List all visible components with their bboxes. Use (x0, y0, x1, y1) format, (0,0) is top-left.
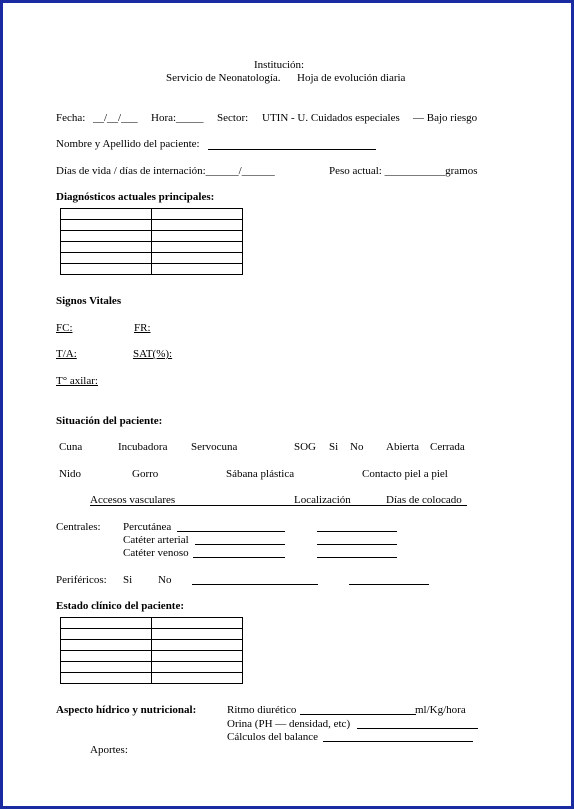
ritmo-diuretico-label: Ritmo diurético (227, 704, 297, 716)
calculos-balance-field[interactable] (323, 741, 473, 742)
table-row (61, 253, 243, 264)
orina-field[interactable] (357, 728, 478, 729)
institution-label: Institución: (254, 59, 305, 71)
sector-utin-option[interactable]: UTIN - U. Cuidados especiales (262, 112, 400, 124)
table-cell[interactable] (152, 629, 243, 640)
percutanea-label: Percutánea (123, 521, 172, 533)
perifericos-localizacion-field[interactable] (192, 584, 318, 585)
percutanea-field[interactable] (177, 531, 285, 532)
form-title: Hoja de evolución diaria (297, 72, 406, 84)
sog-si-option[interactable]: Si (329, 441, 339, 453)
cateter-arterial-localizacion-field[interactable] (317, 544, 397, 545)
cateter-venoso-field[interactable] (193, 557, 285, 558)
table-cell[interactable] (61, 264, 152, 275)
table-cell[interactable] (152, 264, 243, 275)
table-cell[interactable] (61, 651, 152, 662)
table-row (61, 673, 243, 684)
table-row (61, 629, 243, 640)
table-cell[interactable] (61, 673, 152, 684)
perifericos-si-option[interactable]: Si (123, 574, 133, 586)
table-cell[interactable] (61, 231, 152, 242)
temp-axilar-field[interactable]: T° axilar: (56, 375, 98, 387)
table-row (61, 242, 243, 253)
fecha-label: Fecha: (56, 112, 86, 124)
table-cell[interactable] (152, 651, 243, 662)
patient-name-field[interactable] (208, 149, 376, 150)
signos-vitales-title: Signos Vitales (56, 295, 122, 307)
perifericos-label: Periféricos: (56, 574, 107, 586)
orina-label: Orina (PH — densidad, etc) (227, 718, 351, 730)
aspecto-hidrico-title: Aspecto hídrico y nutricional: (56, 704, 197, 716)
table-cell[interactable] (152, 640, 243, 651)
table-row (61, 651, 243, 662)
cateter-arterial-label: Catéter arterial (123, 534, 189, 546)
sabana-option[interactable]: Sábana plástica (226, 468, 295, 480)
table-cell[interactable] (61, 253, 152, 264)
table-cell[interactable] (152, 673, 243, 684)
perifericos-no-option[interactable]: No (158, 574, 172, 586)
table-cell[interactable] (152, 209, 243, 220)
ritmo-diuretico-field[interactable] (300, 714, 416, 715)
table-row (61, 618, 243, 629)
table-cell[interactable] (152, 231, 243, 242)
table-cell[interactable] (61, 220, 152, 231)
cateter-arterial-field[interactable] (195, 544, 285, 545)
cateter-venoso-localizacion-field[interactable] (317, 557, 397, 558)
fc-field[interactable]: FC: (56, 322, 73, 334)
table-cell[interactable] (152, 220, 243, 231)
estado-clinico-table[interactable] (60, 617, 243, 684)
accesos-header: Accesos vasculares (90, 494, 176, 506)
table-cell[interactable] (61, 209, 152, 220)
localizacion-header: Localización (294, 494, 351, 506)
contacto-piel-option[interactable]: Contacto piel a piel (362, 468, 448, 480)
diagnosticos-title: Diagnósticos actuales principales: (56, 191, 215, 203)
cerrada-option[interactable]: Cerrada (430, 441, 465, 453)
estado-clinico-title: Estado clínico del paciente: (56, 600, 185, 612)
perifericos-dias-field[interactable] (349, 584, 429, 585)
table-row (61, 640, 243, 651)
calculos-balance-label: Cálculos del balance (227, 731, 319, 743)
cuna-option[interactable]: Cuna (59, 441, 83, 453)
percutanea-localizacion-field[interactable] (317, 531, 397, 532)
ta-field[interactable]: T/A: (56, 348, 77, 360)
hora-field[interactable]: Hora:_____ (151, 112, 204, 124)
peso-actual-field[interactable]: Peso actual: ___________gramos (329, 165, 478, 177)
gorro-option[interactable]: Gorro (132, 468, 159, 480)
diagnosticos-table[interactable] (60, 208, 243, 275)
fr-field[interactable]: FR: (134, 322, 151, 334)
cateter-venoso-label: Catéter venoso (123, 547, 189, 559)
service-label: Servicio de Neonatología. (166, 72, 281, 84)
patient-name-label: Nombre y Apellido del paciente: (56, 138, 200, 150)
table-row (61, 662, 243, 673)
servocuna-option[interactable]: Servocuna (191, 441, 238, 453)
nido-option[interactable]: Nido (59, 468, 81, 480)
table-cell[interactable] (61, 629, 152, 640)
aportes-label: Aportes: (90, 744, 128, 756)
table-row (61, 209, 243, 220)
sat-field[interactable]: SAT(%): (133, 348, 173, 360)
sector-label: Sector: (217, 112, 249, 124)
dias-colocado-header: Días de colocado (386, 494, 462, 506)
situacion-title: Situación del paciente: (56, 415, 163, 427)
table-cell[interactable] (152, 618, 243, 629)
sog-label: SOG (294, 441, 317, 453)
sog-no-option[interactable]: No (350, 441, 364, 453)
dias-vida-field[interactable]: Días de vida / días de internación:______/______ (56, 165, 275, 177)
table-row (61, 231, 243, 242)
table-cell[interactable] (61, 618, 152, 629)
table-cell[interactable] (152, 253, 243, 264)
table-cell[interactable] (152, 662, 243, 673)
table-cell[interactable] (61, 640, 152, 651)
ritmo-diuretico-unit: ml/Kg/hora (415, 704, 466, 716)
fecha-field[interactable]: __/__/___ (93, 112, 138, 124)
table-cell[interactable] (152, 242, 243, 253)
sector-bajo-riesgo-option[interactable]: — Bajo riesgo (413, 112, 478, 124)
abierta-option[interactable]: Abierta (386, 441, 419, 453)
table-cell[interactable] (61, 242, 152, 253)
centrales-label: Centrales: (56, 521, 101, 533)
table-row (61, 220, 243, 231)
table-cell[interactable] (61, 662, 152, 673)
table-row (61, 264, 243, 275)
incubadora-option[interactable]: Incubadora (118, 441, 168, 453)
